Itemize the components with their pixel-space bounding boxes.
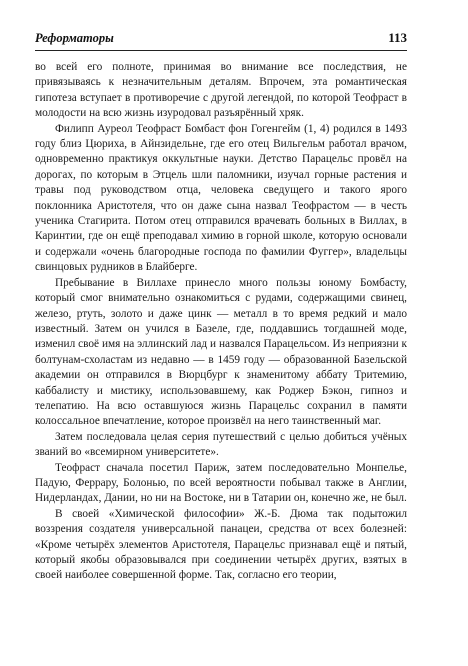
paragraph: Затем последовала целая серия путешествий с целью добиться учёных званий во «всемирном университете». <box>35 430 407 459</box>
paragraph: Пребывание в Виллахе принесло много пользы юному Бомбасту, который смог внимательно ознакомиться с рудами, содержащими свинец, железо, ртуть, золото и даже цинк — металл в то время редкий и мало известный. Затем он учился в Базеле, где, поддавшись тогдашней моде, изменил своё имя на эллинский лад и назвался Парацельсом. Из неприязни к болтунам-схоластам из недавно — в 1459 году — образованной Базельской академии он отправился в Вюрцбург к знаменитому аббату Тритемию, каббалисту и мистику, использовавшему, как Роджер Бэкон, гипноз и телепатию. На всю оставшуюся жизнь Парацельс сохранил в памяти колоссальное впечатление, которое произвёл на него таинственный маг. <box>35 276 407 428</box>
running-title: Реформаторы <box>35 31 114 45</box>
header-rule <box>35 50 407 51</box>
paragraph: В своей «Химической философии» Ж.-Б. Дюма так подытожил воззрения создателя универсальной панацеи, средства от всех болезней: «Кроме четырёх элементов Аристотеля, Парацельс признавал ещё и пятый, который якобы образовывался при соединении четырёх других, взятых в своей наиболее совершенной форме. Так, согласно его теории, <box>35 507 407 582</box>
paragraph: Теофраст сначала посетил Париж, затем последовательно Монпелье, Падую, Феррару, Болонью, по всей вероятности побывал также в Англии, Нидерландах, Дании, но ни на Востоке, ни в Татарии он, конечно же, не был. <box>35 461 407 505</box>
page-header <box>35 30 407 50</box>
page-number: 113 <box>388 30 407 45</box>
paragraph: Филипп Ауреол Теофраст Бомбаст фон Гогенгейм (1, 4) родился в 1493 году близ Цюриха, в Айнзидельне, где его отец Вильгельм работал врачом, одновременно практикуя оккультные науки. Детство Парацельс провёл на дорогах, по которым в Этцель шли паломники, изучал горные растения и травы под руководством отца, человека сведущего и такого ярого поклонника Аристотеля, что он даже сына назвал Теофрастом — в честь ученика Стагирита. Потом отец отправился врачевать больных в Виллах, в Каринтии, где он ещё преподавал химию в горной школе, которую основали и содержали «очень благородные господа по фамилии Фуггер», владельцы свинцовых рудников в Блайберге. <box>35 122 407 274</box>
body-text <box>35 60 407 584</box>
paragraph: во всей его полноте, принимая во внимание все последствия, не привязываясь к незначительным деталям. Впрочем, эта романтическая гипотеза вступает в противоречие с другой легендой, по которой Теофраст в молодости на всю жизнь изуродовал разъярённый хряк. <box>35 61 407 120</box>
